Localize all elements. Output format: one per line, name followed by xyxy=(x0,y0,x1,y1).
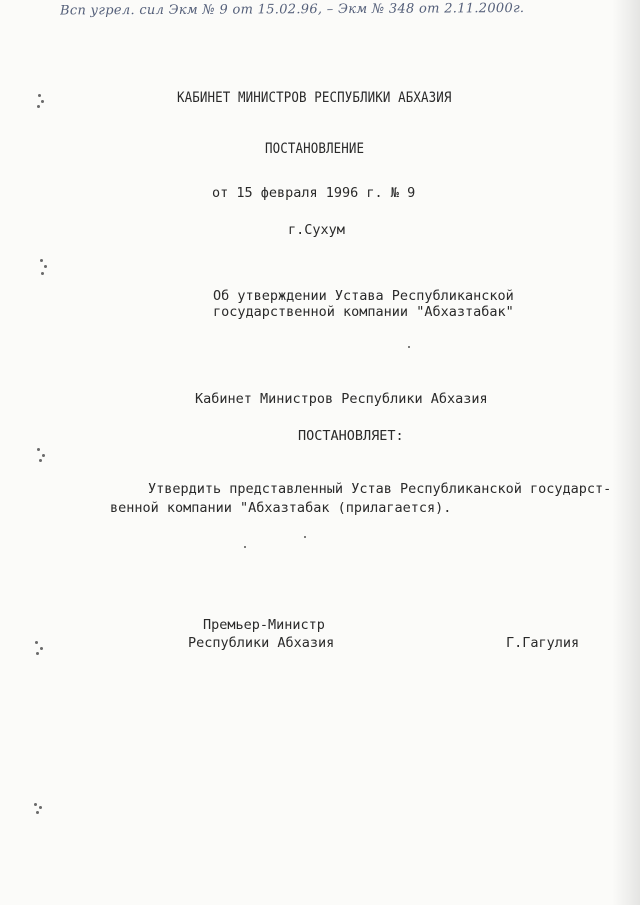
resolution-line-1: Утвердить представленный Устав Республиканской государст- xyxy=(148,481,612,497)
document-type: ПОСТАНОВЛЕНИЕ xyxy=(265,139,365,157)
scan-speck xyxy=(244,546,246,548)
punch-hole-mark-4 xyxy=(33,640,43,658)
signatory-title-1: Премьер-Министр xyxy=(203,617,325,633)
punch-hole-mark-1 xyxy=(36,92,46,110)
resolution-line-2: венной компании "Абхазтабак (прилагается). xyxy=(110,500,452,516)
cabinet-heading: КАБИНЕТ МИНИСТРОВ РЕСПУБЛИКИ АБХАЗИЯ xyxy=(177,88,452,106)
decree-word: ПОСТАНОВЛЯЕТ: xyxy=(298,428,404,444)
punch-hole-mark-5 xyxy=(33,800,43,818)
scan-speck xyxy=(304,536,306,538)
scan-speck xyxy=(408,346,410,348)
punch-hole-mark-3 xyxy=(36,446,46,464)
punch-hole-mark-2 xyxy=(38,258,48,276)
scan-edge-shadow xyxy=(612,0,640,905)
handwritten-note: Bсп угрел. сил Экм № 9 от 15.02.96, – Экм № 348 от 2.11.2000г. xyxy=(59,1,525,19)
date-and-number: от 15 февраля 1996 г. № 9 xyxy=(212,185,416,201)
subject-line-1: Об утверждении Устава Республиканской xyxy=(213,288,514,304)
signatory-title-2: Республики Абхазия xyxy=(188,635,335,651)
subject-line-2: государственной компании "Абхазтабак" xyxy=(213,304,514,320)
signatory-name: Г.Гагулия xyxy=(506,635,580,651)
issuer-line: Кабинет Министров Республики Абхазия xyxy=(195,391,488,407)
place: г.Сухум xyxy=(288,222,345,238)
